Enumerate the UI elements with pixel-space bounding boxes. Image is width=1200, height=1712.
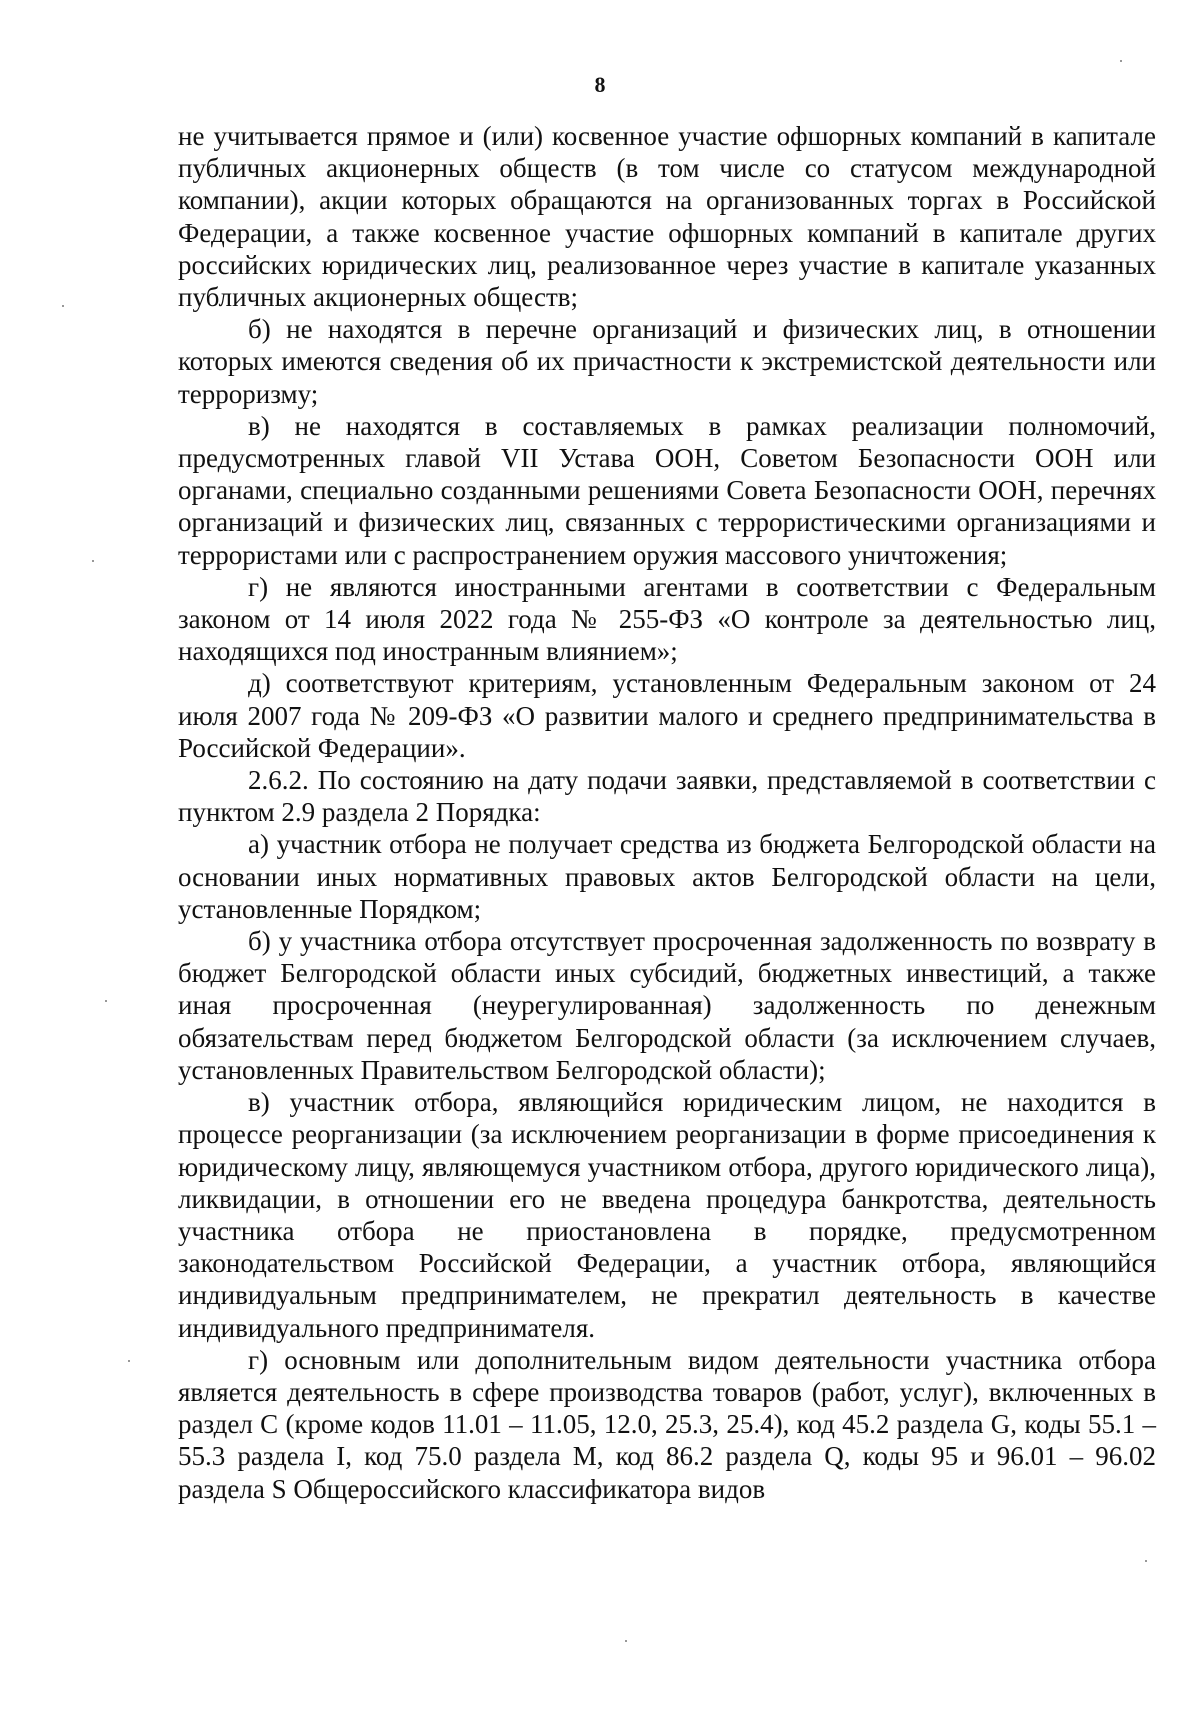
scan-speck bbox=[92, 560, 94, 562]
document-body bbox=[178, 120, 1156, 1505]
scan-speck bbox=[105, 1000, 107, 1002]
scan-speck bbox=[62, 305, 64, 307]
paragraph-a-budget-funds: а) участник отбора не получает средства из бюджета Белгородской области на основании иных нормативных правовых актов Белгородской области на цели, установленные Порядком; bbox=[178, 829, 1156, 924]
paragraph-g-activity-types: г) основным или дополнительным видом деятельности участника отбора является деятельность в сфере производства товаров (работ, услуг), включенных в раздел С (кроме кодов 11.01 – 11.05, 12.0, 25.3, 25.4), код 45.2 раздела G, коды 55.1 – 55.3 раздела I, код 75.0 раздела М, код 86.2 раздела Q, коды 95 и 96.01 – 96.02 раздела S Общероссийского классификатора видов bbox=[178, 1344, 1156, 1504]
scan-speck bbox=[128, 1360, 130, 1362]
scan-speck bbox=[625, 1640, 627, 1642]
paragraph-g-foreign-agents: г) не являются иностранными агентами в соответствии с Федеральным законом от 14 июля 2022 года № 255-ФЗ «О контроле за деятельностью лиц, находящихся под иностранным влиянием»; bbox=[178, 571, 1156, 667]
paragraph-offshore-continuation: не учитывается прямое и (или) косвенное участие офшорных компаний в капитале публичных акционерных обществ (в том числе со статусом международной компании), акции которых обращаются на организованных торгах в Российской Федерации, а также косвенное участие офшорных компаний в капитале других российских юридических лиц, реализованное через участие в капитале указанных публичных акционерных обществ; bbox=[178, 121, 1156, 313]
paragraph-v-reorganization: в) участник отбора, являющийся юридическим лицом, не находится в процессе реорганизации (за исключением реорганизации в форме присоединения к юридическому лицу, являющемуся участником отбора, другого юридического лица), ликвидации, в отношении его не введена процедура банкротства, деятельность участника отбора не приостановлена в порядке, предусмотренном законодательством Российской Федерации, а участник отбора, являющийся индивидуальным предпринимателем, не прекратил деятельность в качестве индивидуального предпринимателя. bbox=[178, 1087, 1156, 1343]
paragraph-d-sme-criteria: д) соответствуют критериям, установленным Федеральным законом от 24 июля 2007 года № 209-ФЗ «О развитии малого и среднего предпринимательства в Российской Федерации». bbox=[178, 668, 1156, 763]
paragraph-b-overdue-debt: б) у участника отбора отсутствует просроченная задолженность по возврату в бюджет Белгородской области иных субсидий, бюджетных инвестиций, а также иная просроченная (неурегулированная) задолженность по денежным обязательствам перед бюджетом Белгородской области (за исключением случаев, установленных Правительством Белгородской области); bbox=[178, 926, 1156, 1085]
paragraph-2-6-2-heading: 2.6.2. По состоянию на дату подачи заявки, представляемой в соответствии с пунктом 2.9 раздела 2 Порядка: bbox=[178, 765, 1156, 828]
paragraph-v-un-lists: в) не находятся в составляемых в рамках реализации полномочий, предусмотренных главой VII Устава ООН, Советом Безопасности ООН или органами, специально созданными решениями Совета Безопасности ООН, перечнях организаций и физических лиц, связанных с террористическими организациями и террористами или с распространением оружия массового уничтожения; bbox=[178, 410, 1156, 570]
paragraph-b-extremism: б) не находятся в перечне организаций и физических лиц, в отношении которых имеются сведения об их причастности к экстремистской деятельности или терроризму; bbox=[178, 314, 1156, 409]
page-number: 8 bbox=[594, 72, 606, 97]
scan-speck bbox=[1145, 1560, 1147, 1562]
scan-speck bbox=[1120, 60, 1122, 62]
